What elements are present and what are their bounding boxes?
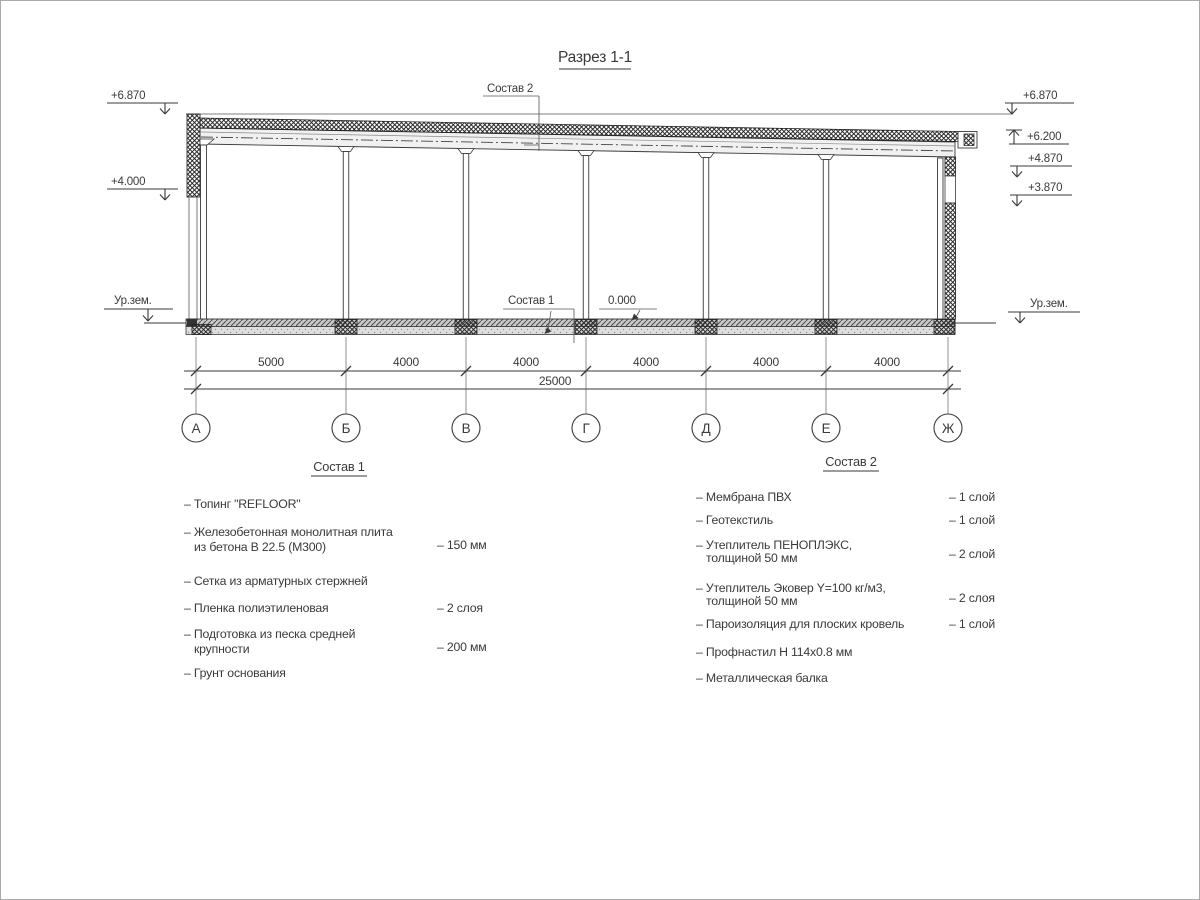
elev-right-3870: +3.870 (1028, 182, 1063, 194)
title-text: Разрез 1-1 (557, 49, 633, 66)
dimension-chain (184, 355, 961, 394)
left-wall-panel (187, 114, 200, 197)
list-item-line2: толщиной 50 мм (706, 551, 798, 565)
sostav2-list (696, 454, 995, 685)
elev-left-4000: +4.000 (111, 176, 146, 188)
zero-level-label: 0.000 (608, 295, 636, 307)
elev-right-4870: +4.870 (1028, 153, 1063, 165)
axis-label-e: Е (821, 421, 831, 436)
elev-left-6870: +6.870 (111, 90, 146, 102)
column-d (698, 153, 714, 320)
list-item: – Геотекстиль (696, 513, 773, 527)
footing-a (192, 325, 211, 335)
footing-b (335, 320, 357, 335)
list-item: – Утеплитель Эковер Y=100 кг/м3, (696, 581, 886, 595)
axis-label-d: Д (701, 421, 711, 436)
column-haunch (338, 147, 354, 152)
dim-span-1: 5000 (258, 355, 284, 369)
elev-right-6870: +6.870 (1023, 90, 1058, 102)
axis-label-g: Г (582, 421, 590, 436)
dim-span-2: 4000 (393, 355, 419, 369)
list-item-value: – 2 слоя (949, 591, 995, 605)
sostav1-heading: Состав 1 (313, 459, 365, 474)
elev-right-6200: +6.200 (1027, 131, 1062, 143)
list-item-value: – 1 слой (949, 617, 996, 631)
ground-label-right: Ур.зем. (1030, 298, 1068, 310)
callout-zero-level (599, 295, 657, 321)
sostav2-heading: Состав 2 (825, 454, 877, 469)
footing-d (695, 320, 717, 335)
footing-zh (934, 320, 955, 335)
footing-g (575, 320, 597, 335)
dim-span-3: 4000 (513, 355, 539, 369)
column-haunch (578, 151, 594, 156)
list-item-value: – 2 слой (949, 547, 996, 561)
dim-span-4: 4000 (633, 355, 659, 369)
zero-level-leader (599, 309, 657, 317)
list-item-value: – 150 мм (437, 538, 487, 552)
callout-sostav1-label: Состав 1 (508, 295, 555, 307)
column-b (338, 147, 354, 320)
column-haunch (458, 149, 474, 154)
list-item-line2: толщиной 50 мм (706, 594, 798, 608)
list-item: – Железобетонная монолитная плита (184, 525, 393, 539)
footing-v (455, 320, 477, 335)
section-drawing (1, 1, 1199, 899)
list-item: – Мембрана ПВХ (696, 490, 792, 504)
sostav1-list (184, 459, 487, 680)
list-item: – Топинг "REFLOOR" (184, 497, 301, 511)
list-item: – Пароизоляция для плоских кровель (696, 617, 905, 631)
axis-label-zh: Ж (941, 421, 955, 436)
elevation-mark-icon (143, 309, 153, 321)
column-haunch (698, 153, 714, 158)
list-item: – Грунт основания (184, 666, 286, 680)
elevation-mark-up-icon (1006, 130, 1022, 144)
roof-end-block (964, 134, 974, 146)
footing-e (815, 320, 837, 335)
column-a (201, 145, 207, 319)
floor-slab-top-band (186, 319, 955, 327)
column-shaft (583, 156, 589, 320)
list-item-line2: крупности (194, 642, 250, 656)
axis-bubbles (182, 414, 962, 442)
column-shaft (823, 160, 829, 320)
axis-label-a: А (191, 421, 201, 436)
column-shaft (703, 158, 709, 320)
elevation-mark-icon (1015, 312, 1025, 323)
column-shaft (463, 154, 469, 320)
callout-sostav2-label: Состав 2 (487, 83, 534, 95)
building-section (144, 114, 1013, 335)
list-item-value: – 1 слой (949, 513, 996, 527)
list-item-line2: из бетона В 22.5 (М300) (194, 540, 326, 554)
floor-slab-bottom-band (186, 327, 955, 335)
ground-label-left: Ур.зем. (114, 295, 152, 307)
elevation-marks-right (1005, 90, 1080, 323)
list-item: – Утеплитель ПЕНОПЛЭКС, (696, 538, 852, 552)
list-item-value: – 200 мм (437, 640, 487, 654)
right-wall-opening (945, 176, 956, 203)
elevation-mark-icon (160, 189, 170, 200)
column-v (458, 149, 474, 320)
list-item: – Металлическая балка (696, 671, 828, 685)
dim-span-6: 4000 (874, 355, 900, 369)
elevation-mark-icon (1007, 103, 1017, 114)
list-item: – Пленка полиэтиленовая (184, 601, 329, 615)
dim-span-5: 4000 (753, 355, 779, 369)
list-item-value: – 2 слоя (437, 601, 483, 615)
axis-label-v: В (461, 421, 471, 436)
elevation-marks-left (104, 90, 178, 321)
axis-extension-lines (196, 337, 948, 414)
list-item: – Профнастил Н 114х0.8 мм (696, 645, 853, 659)
column-zh (938, 158, 944, 319)
right-wall-panel-top (945, 157, 956, 176)
elevation-mark-icon (160, 103, 170, 114)
column-shaft (343, 152, 349, 320)
list-item: – Сетка из арматурных стержней (184, 574, 368, 588)
list-item: – Подготовка из песка средней (184, 627, 356, 641)
list-item-value: – 1 слой (949, 490, 996, 504)
axis-lines (196, 337, 948, 414)
elevation-mark-icon (1012, 166, 1022, 177)
column-g (578, 151, 594, 320)
right-wall-panel-bottom (945, 203, 956, 319)
axis-label-b: Б (341, 421, 351, 436)
drawing-title (558, 49, 632, 69)
elevation-mark-icon (1012, 195, 1022, 206)
column-e (818, 155, 834, 320)
dim-total: 25000 (538, 374, 572, 388)
column-haunch (818, 155, 834, 160)
